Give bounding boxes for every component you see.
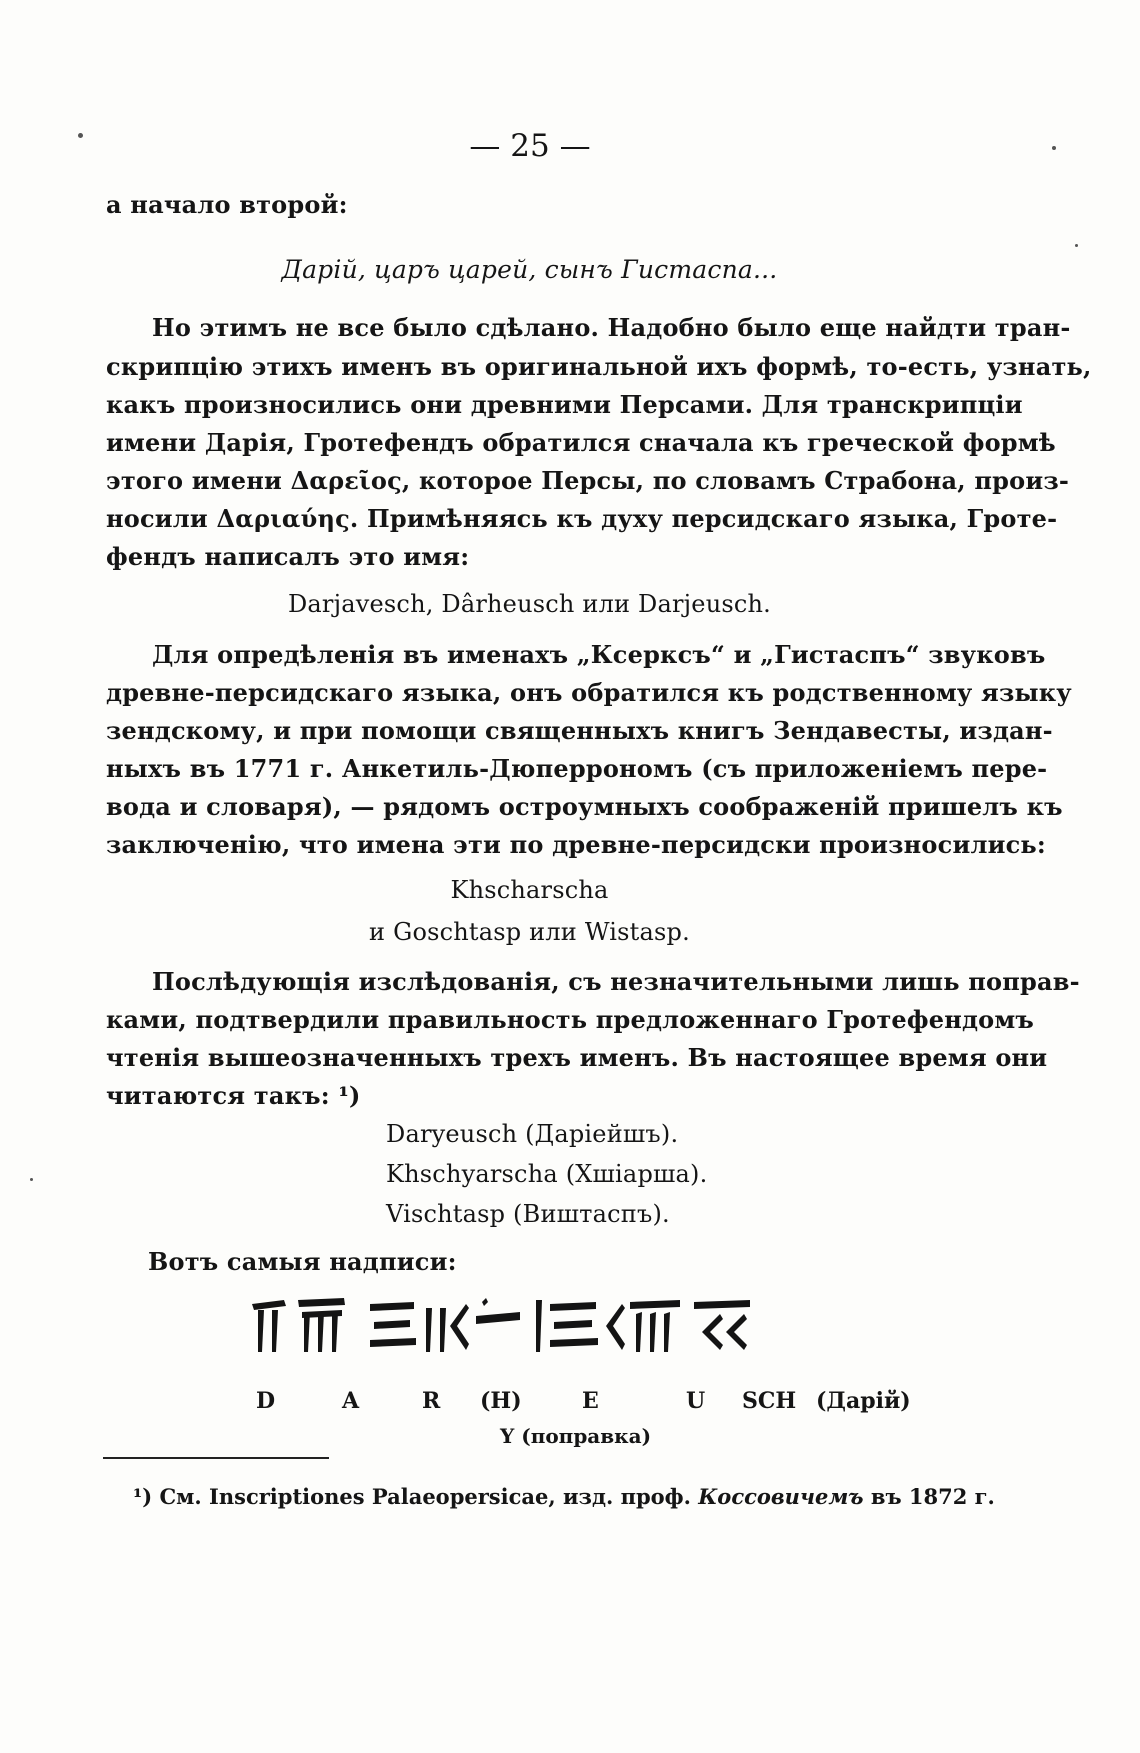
text-line: Вотъ самыя надписи: xyxy=(148,1247,457,1276)
footnote-mark: ¹) xyxy=(133,1484,153,1509)
text-line: скрипцію этихъ именъ въ оригинальной ихъ формѣ, то-есть, узнать, xyxy=(106,352,1092,381)
name-variants: Darjavesch, Dârheusch или Darjeusch. xyxy=(287,590,772,618)
text-line: ками, подтвердили правильность предложеннаго Гротефендомъ xyxy=(106,1005,1035,1034)
text-line: какъ произносились они древними Персами. Для транскрипціи xyxy=(106,390,1023,419)
scan-speck xyxy=(1075,244,1078,247)
text-line: этого имени Δαρεῖος, которое Персы, по словамъ Страбона, произ- xyxy=(106,466,1070,495)
page-number: — 25 — xyxy=(469,128,591,164)
text-line: зендскому, и при помощи священныхъ книгъ Зендавесты, издан- xyxy=(106,716,1053,745)
text-line: вода и словаря), — рядомъ остроумныхъ соображеній пришелъ къ xyxy=(106,792,1063,821)
text-line: читаются такъ: ¹) xyxy=(106,1081,361,1110)
translit-letter: E xyxy=(582,1388,599,1414)
correction-note: Y (поправка) xyxy=(500,1424,652,1448)
footnote-text-end: въ 1872 г. xyxy=(870,1484,995,1509)
footnote-text: См. Inscriptiones Palaeopersicae, изд. проф. xyxy=(159,1484,691,1509)
text-line: а начало второй: xyxy=(106,190,348,219)
translit-gloss: (Дарій) xyxy=(816,1388,911,1414)
reading-item: Vischtasp (Виштаспъ). xyxy=(386,1200,670,1228)
text-line: носили Δαριαύης. Примѣняясь къ духу персидскаго языка, Гроте- xyxy=(106,504,1058,533)
translit-letter: SCH xyxy=(742,1388,797,1414)
text-line: ныхъ въ 1771 г. Анкетиль-Дюперрономъ (съ приложеніемъ пере- xyxy=(106,754,1048,783)
reading-item: Daryeusch (Даріейшъ). xyxy=(386,1120,679,1148)
text-line: Послѣдующія изслѣдованія, съ незначительными лишь поправ- xyxy=(152,967,1080,996)
text-line: фендъ написалъ это имя: xyxy=(106,542,470,571)
footnote-rule xyxy=(103,1457,329,1459)
scan-speck xyxy=(78,133,83,138)
reading-item: Khschyarscha (Хшіарша). xyxy=(386,1160,708,1188)
scan-speck xyxy=(1052,146,1056,150)
translit-letter: (H) xyxy=(480,1388,522,1414)
translit-letter: A xyxy=(342,1388,360,1414)
text-line: Но этимъ не все было сдѣлано. Надобно было еще найдти тран- xyxy=(152,313,1071,342)
cuneiform-inscription-image xyxy=(250,1290,810,1370)
quote-line: Дарій, царъ царей, сынъ Гистаспа... xyxy=(281,255,778,284)
translit-letter: D xyxy=(256,1388,276,1414)
text-line: заключенію, что имена эти по древне-персидски произносились: xyxy=(106,830,1046,859)
scan-speck xyxy=(30,1178,33,1181)
name-form: и Goschtasp или Wistasp. xyxy=(369,918,690,946)
text-line: Для опредѣленія въ именахъ „Ксерксъ“ и „Гистаспъ“ звуковъ xyxy=(152,640,1046,669)
footnote xyxy=(133,1484,995,1509)
text-line: чтенія вышеозначенныхъ трехъ именъ. Въ настоящее время они xyxy=(106,1043,1048,1072)
name-form: Khscharscha xyxy=(450,876,609,904)
text-line: древне-персидскаго языка, онъ обратился къ родственному языку xyxy=(106,678,1072,707)
text-line: имени Дарія, Гротефендъ обратился сначала къ греческой формѣ xyxy=(106,428,1056,457)
translit-letter: U xyxy=(686,1388,706,1414)
translit-letter: R xyxy=(422,1388,441,1414)
footnote-name: Коссовичемъ xyxy=(698,1484,864,1509)
